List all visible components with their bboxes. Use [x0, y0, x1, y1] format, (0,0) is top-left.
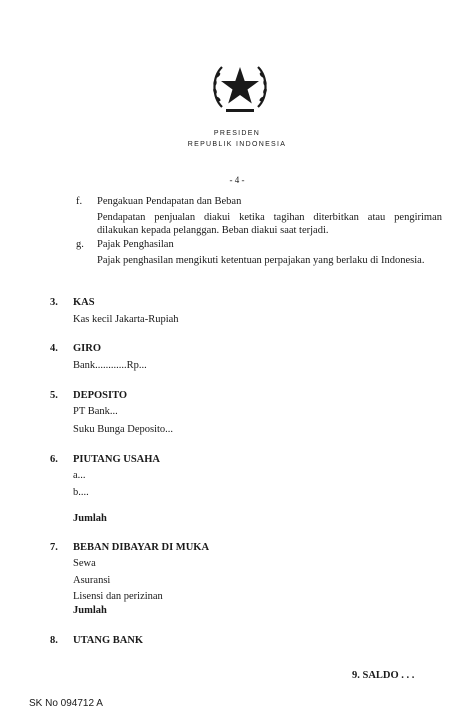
- section-4-title: GIRO: [73, 343, 102, 354]
- item-f-body: Pendapatan penjualan diakui ketika tagihan diterbitkan atau pengiriman dilakukan kepada pelanggan. Beban diakui saat terjadi.: [97, 212, 442, 236]
- item-f-title: Pengakuan Pendapatan dan Beban: [97, 196, 242, 207]
- section-3-number: 3.: [50, 297, 58, 308]
- section-7-line: Asuransi: [73, 575, 111, 586]
- item-g-body: Pajak penghasilan mengikuti ketentuan perpajakan yang berlaku di Indonesia.: [97, 255, 425, 266]
- section-6-title: PIUTANG USAHA: [73, 454, 161, 465]
- section-5-line: Suku Bunga Deposito...: [73, 424, 174, 435]
- section-6-line: b....: [73, 487, 89, 498]
- document-code: SK No 094712 A: [29, 698, 103, 709]
- section-7-line: Sewa: [73, 558, 96, 569]
- section-7-line: Lisensi dan perizinan: [73, 591, 163, 602]
- section-7-total: Jumlah: [73, 605, 107, 616]
- section-6-line: a...: [73, 470, 86, 481]
- header-line-republik: REPUBLIK INDONESIA: [187, 141, 287, 148]
- section-3-title: KAS: [73, 297, 95, 308]
- garuda-star-emblem: [208, 55, 272, 119]
- next-page-reference: 9. SALDO . . .: [352, 670, 415, 681]
- section-7-number: 7.: [50, 542, 58, 553]
- section-7-title: BEBAN DIBAYAR DI MUKA: [73, 542, 210, 553]
- header-line-presiden: PRESIDEN: [213, 130, 261, 137]
- section-6-number: 6.: [50, 454, 58, 465]
- section-4-line: Bank............Rp...: [73, 360, 147, 371]
- section-4-number: 4.: [50, 343, 58, 354]
- section-3-line: Kas kecil Jakarta-Rupiah: [73, 314, 179, 325]
- section-8-title: UTANG BANK: [73, 635, 144, 646]
- item-g-title: Pajak Penghasilan: [97, 239, 174, 250]
- section-8-number: 8.: [50, 635, 58, 646]
- section-5-title: DEPOSITO: [73, 390, 128, 401]
- section-6-total: Jumlah: [73, 513, 107, 524]
- page-number: - 4 -: [229, 175, 245, 185]
- section-5-line: PT Bank...: [73, 406, 118, 417]
- section-5-number: 5.: [50, 390, 58, 401]
- item-f-letter: f.: [76, 196, 83, 207]
- item-g-letter: g.: [76, 239, 84, 250]
